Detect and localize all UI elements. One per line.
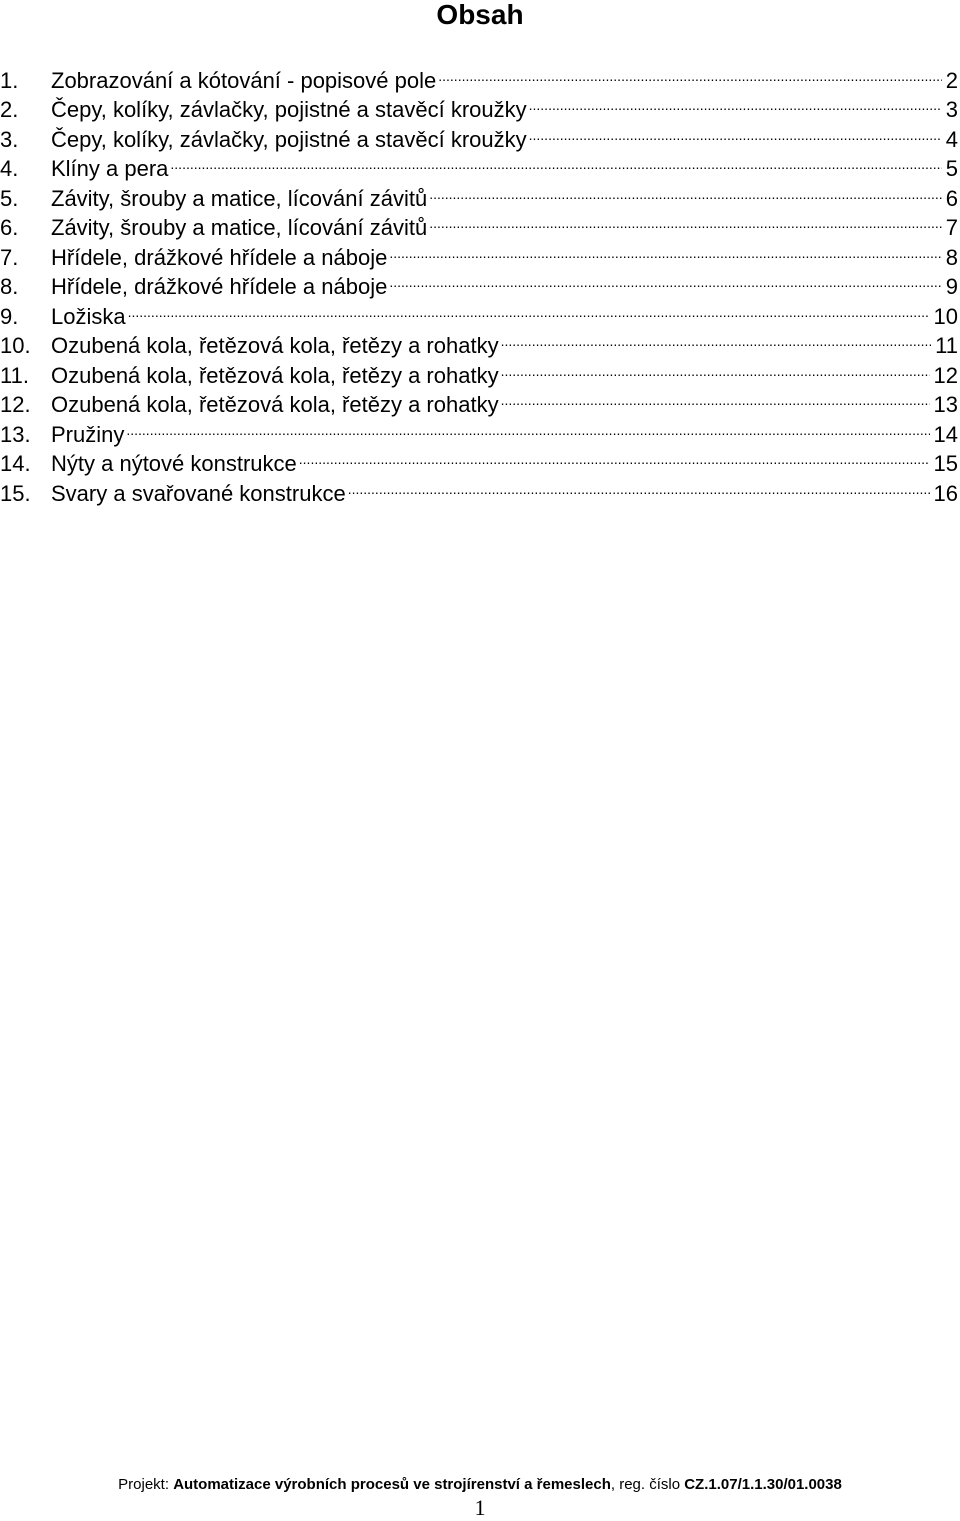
toc-entry-title: Čepy, kolíky, závlačky, pojistné a stavěcí kroužky: [51, 97, 527, 122]
toc-entry-page: 7: [945, 215, 958, 240]
toc-entry-number: 15.: [0, 480, 31, 506]
toc-entry-page: 6: [945, 185, 958, 211]
footer-reg-label: , reg. číslo: [610, 1476, 685, 1493]
toc-dot-leader: [501, 324, 932, 354]
toc-entry-number: 11.: [0, 362, 29, 388]
page-title: Obsah: [436, 0, 524, 30]
toc-entry-title: Hřídele, drážkové hřídele a náboje: [51, 244, 388, 270]
toc-dot-leader: [501, 353, 930, 383]
toc-entry-page: 12: [933, 362, 958, 388]
toc-entry-page: 11: [935, 333, 958, 358]
toc-entry[interactable]: [0, 412, 960, 447]
toc-entry-number: 8.: [0, 274, 19, 299]
toc-entry-number: 3.: [0, 126, 19, 152]
toc-entry-title: Ložiska: [51, 303, 126, 329]
toc-entry-title: Svary a svařované konstrukce: [51, 480, 346, 506]
toc-entry[interactable]: [0, 58, 960, 93]
toc-entry-page: 13: [933, 392, 958, 417]
toc-entry-number: 1.: [0, 67, 19, 93]
toc-entry-number: 14.: [0, 451, 31, 476]
table-of-contents: [0, 58, 960, 506]
toc-entry[interactable]: [0, 324, 960, 358]
toc-dot-leader: [438, 58, 942, 88]
toc-dot-leader: [299, 442, 930, 472]
toc-entry-title: Hřídele, drážkové hřídele a náboje: [51, 274, 388, 299]
toc-dot-leader: [429, 176, 942, 206]
toc-entry-number: 9.: [0, 303, 19, 329]
toc-entry[interactable]: [0, 294, 960, 329]
toc-entry-page: 8: [945, 244, 958, 270]
toc-entry-title: Pružiny: [51, 421, 125, 447]
toc-entry-title: Čepy, kolíky, závlačky, pojistné a stavěcí kroužky: [51, 126, 527, 152]
toc-entry-title: Závity, šrouby a matice, lícování závitů: [51, 215, 428, 240]
toc-dot-leader: [429, 206, 942, 236]
toc-dot-leader: [529, 88, 942, 118]
toc-entry-title: Závity, šrouby a matice, lícování závitů: [51, 185, 428, 211]
toc-entry-number: 2.: [0, 97, 19, 122]
toc-entry[interactable]: [0, 442, 960, 476]
toc-dot-leader: [348, 471, 930, 501]
toc-entry-page: 14: [933, 421, 958, 447]
toc-dot-leader: [389, 265, 941, 295]
toc-entry-page: 2: [945, 67, 958, 93]
toc-entry-number: 7.: [0, 244, 19, 270]
toc-entry-page: 10: [933, 303, 958, 329]
toc-entry-number: 6.: [0, 215, 19, 240]
toc-entry-page: 4: [945, 126, 958, 152]
toc-dot-leader: [389, 235, 941, 265]
toc-entry-title: Ozubená kola, řetězová kola, řetězy a rohatky: [51, 333, 499, 358]
toc-entry-number: 5.: [0, 185, 19, 211]
toc-entry-number: 13.: [0, 421, 31, 447]
footer-project-info: [0, 1476, 960, 1494]
footer-project-name: Automatizace výrobních procesů ve strojírenství a řemeslech: [173, 1476, 611, 1493]
toc-entry-page: 3: [945, 97, 958, 122]
toc-dot-leader: [126, 412, 929, 442]
toc-dot-leader: [128, 294, 930, 324]
toc-entry-page: 16: [933, 480, 958, 506]
footer-project-label: Projekt:: [118, 1476, 174, 1493]
footer-reg-number: CZ.1.07/1.1.30/01.0038: [684, 1476, 842, 1493]
toc-entry-page: 15: [933, 451, 958, 476]
toc-entry-title: Klíny a pera: [51, 156, 169, 181]
toc-entry-number: 12.: [0, 392, 31, 417]
toc-entry-number: 4.: [0, 156, 19, 181]
toc-entry-number: 10.: [0, 333, 31, 358]
toc-dot-leader: [170, 147, 941, 177]
page-number: 1: [474, 1495, 486, 1520]
toc-entry-page: 5: [945, 156, 958, 181]
toc-entry-title: Ozubená kola, řetězová kola, řetězy a rohatky: [51, 392, 499, 417]
toc-entry-title: Nýty a nýtové konstrukce: [51, 451, 297, 476]
toc-dot-leader: [501, 383, 930, 413]
toc-entry-title: Ozubená kola, řetězová kola, řetězy a rohatky: [51, 362, 499, 388]
toc-dot-leader: [529, 117, 942, 147]
toc-entry-page: 9: [945, 274, 958, 299]
toc-entry-title: Zobrazování a kótování - popisové pole: [51, 67, 437, 93]
